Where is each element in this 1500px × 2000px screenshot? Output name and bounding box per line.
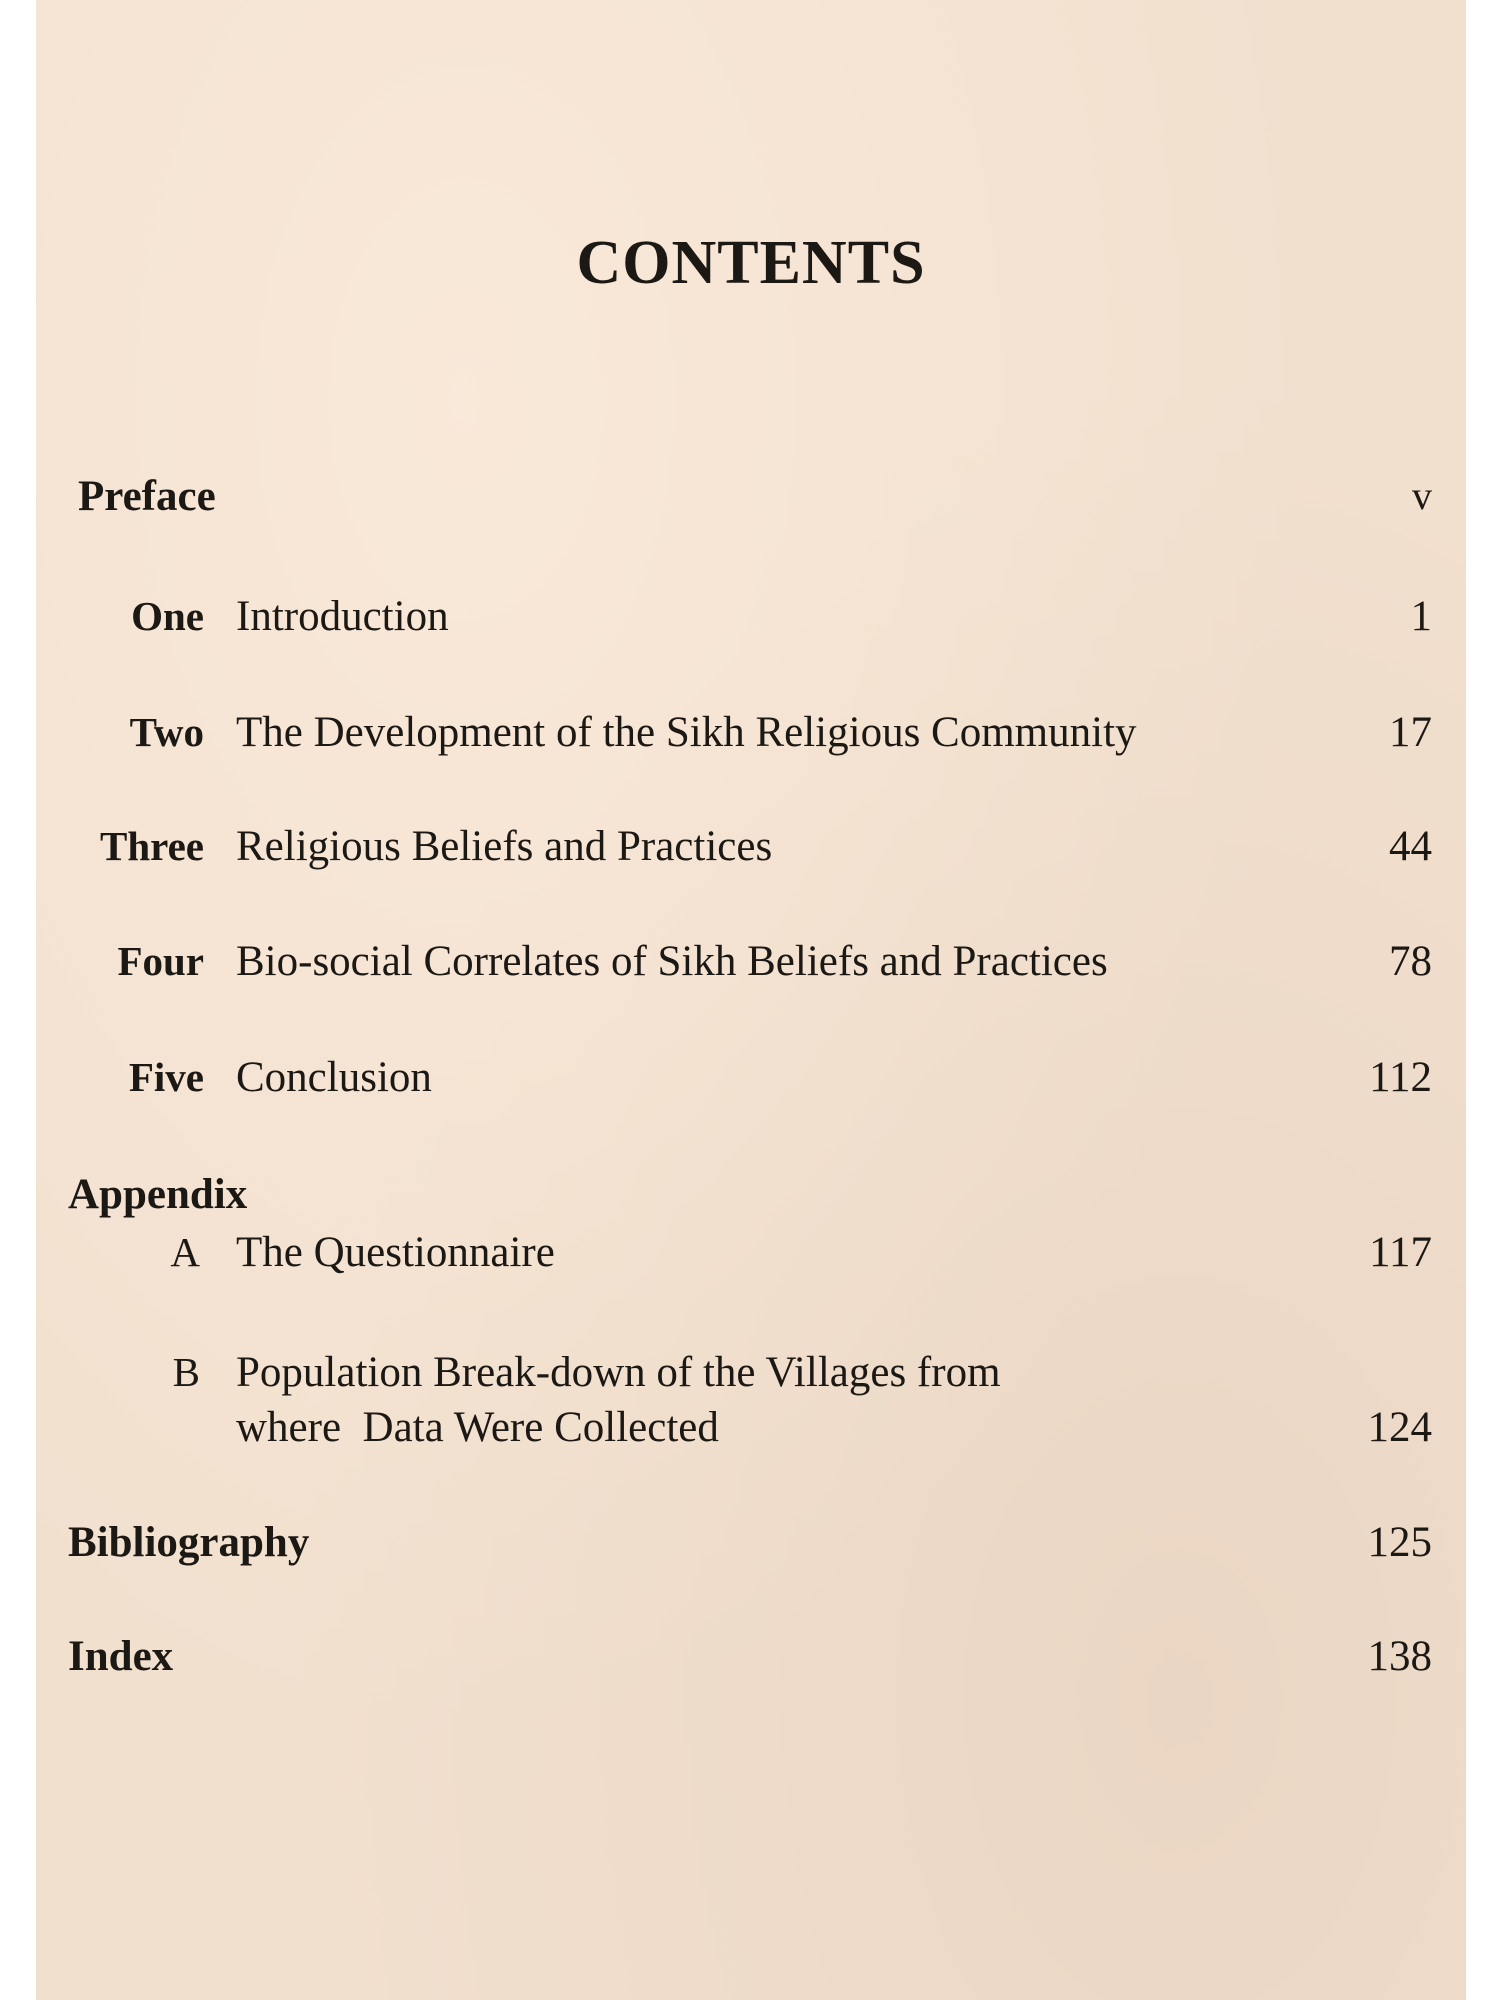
preface-page: v bbox=[1412, 473, 1432, 518]
appendix-title: The Questionnaire bbox=[236, 1229, 555, 1276]
chapter-page: 1 bbox=[1410, 593, 1432, 640]
toc-entry-appendix-b-continued bbox=[36, 1403, 1466, 1463]
toc-entry-chapter-four bbox=[36, 937, 1466, 997]
toc-entry-appendix-b bbox=[36, 1348, 1466, 1408]
toc-entry-bibliography bbox=[36, 1518, 1466, 1578]
toc-entry-chapter-five bbox=[36, 1053, 1466, 1113]
appendix-title-line-1: Population Break-down of the Villages from bbox=[236, 1349, 1001, 1396]
toc-entry-chapter-one bbox=[36, 592, 1466, 652]
preface-label: Preface bbox=[78, 473, 216, 520]
chapter-title: The Development of the Sikh Religious Community bbox=[236, 709, 1137, 756]
appendix-page: 117 bbox=[1369, 1229, 1432, 1276]
chapter-page: 78 bbox=[1389, 938, 1432, 985]
chapter-number: Three bbox=[99, 823, 204, 869]
chapter-page: 17 bbox=[1389, 709, 1432, 756]
bibliography-page: 125 bbox=[1367, 1519, 1432, 1566]
appendix-title-line-2: where Data Were Collected bbox=[236, 1404, 719, 1451]
appendix-label: Appendix bbox=[68, 1171, 248, 1218]
index-page: 138 bbox=[1367, 1633, 1432, 1680]
chapter-number: Four bbox=[117, 938, 204, 984]
bibliography-label: Bibliography bbox=[68, 1519, 310, 1566]
page-title: CONTENTS bbox=[576, 229, 926, 297]
toc-heading-appendix bbox=[36, 1170, 1466, 1230]
chapter-page: 112 bbox=[1369, 1054, 1432, 1101]
toc-entry-index bbox=[36, 1632, 1466, 1692]
chapter-title: Bio-social Correlates of Sikh Beliefs and Practices bbox=[236, 938, 1108, 985]
chapter-title: Conclusion bbox=[236, 1054, 432, 1101]
toc-entry-appendix-a bbox=[36, 1228, 1466, 1288]
chapter-number: Two bbox=[129, 709, 204, 755]
toc-entry-preface bbox=[36, 472, 1466, 532]
appendix-letter: B bbox=[172, 1349, 200, 1395]
book-page bbox=[36, 0, 1466, 2000]
chapter-title: Introduction bbox=[236, 593, 449, 640]
chapter-page: 44 bbox=[1389, 823, 1432, 870]
chapter-number: Five bbox=[128, 1054, 204, 1100]
toc-entry-chapter-three bbox=[36, 822, 1466, 882]
appendix-letter: A bbox=[170, 1229, 200, 1275]
chapter-number: One bbox=[131, 593, 204, 639]
chapter-title: Religious Beliefs and Practices bbox=[236, 823, 773, 870]
appendix-page: 124 bbox=[1367, 1404, 1432, 1451]
index-label: Index bbox=[68, 1633, 174, 1680]
toc-entry-chapter-two bbox=[36, 708, 1466, 768]
